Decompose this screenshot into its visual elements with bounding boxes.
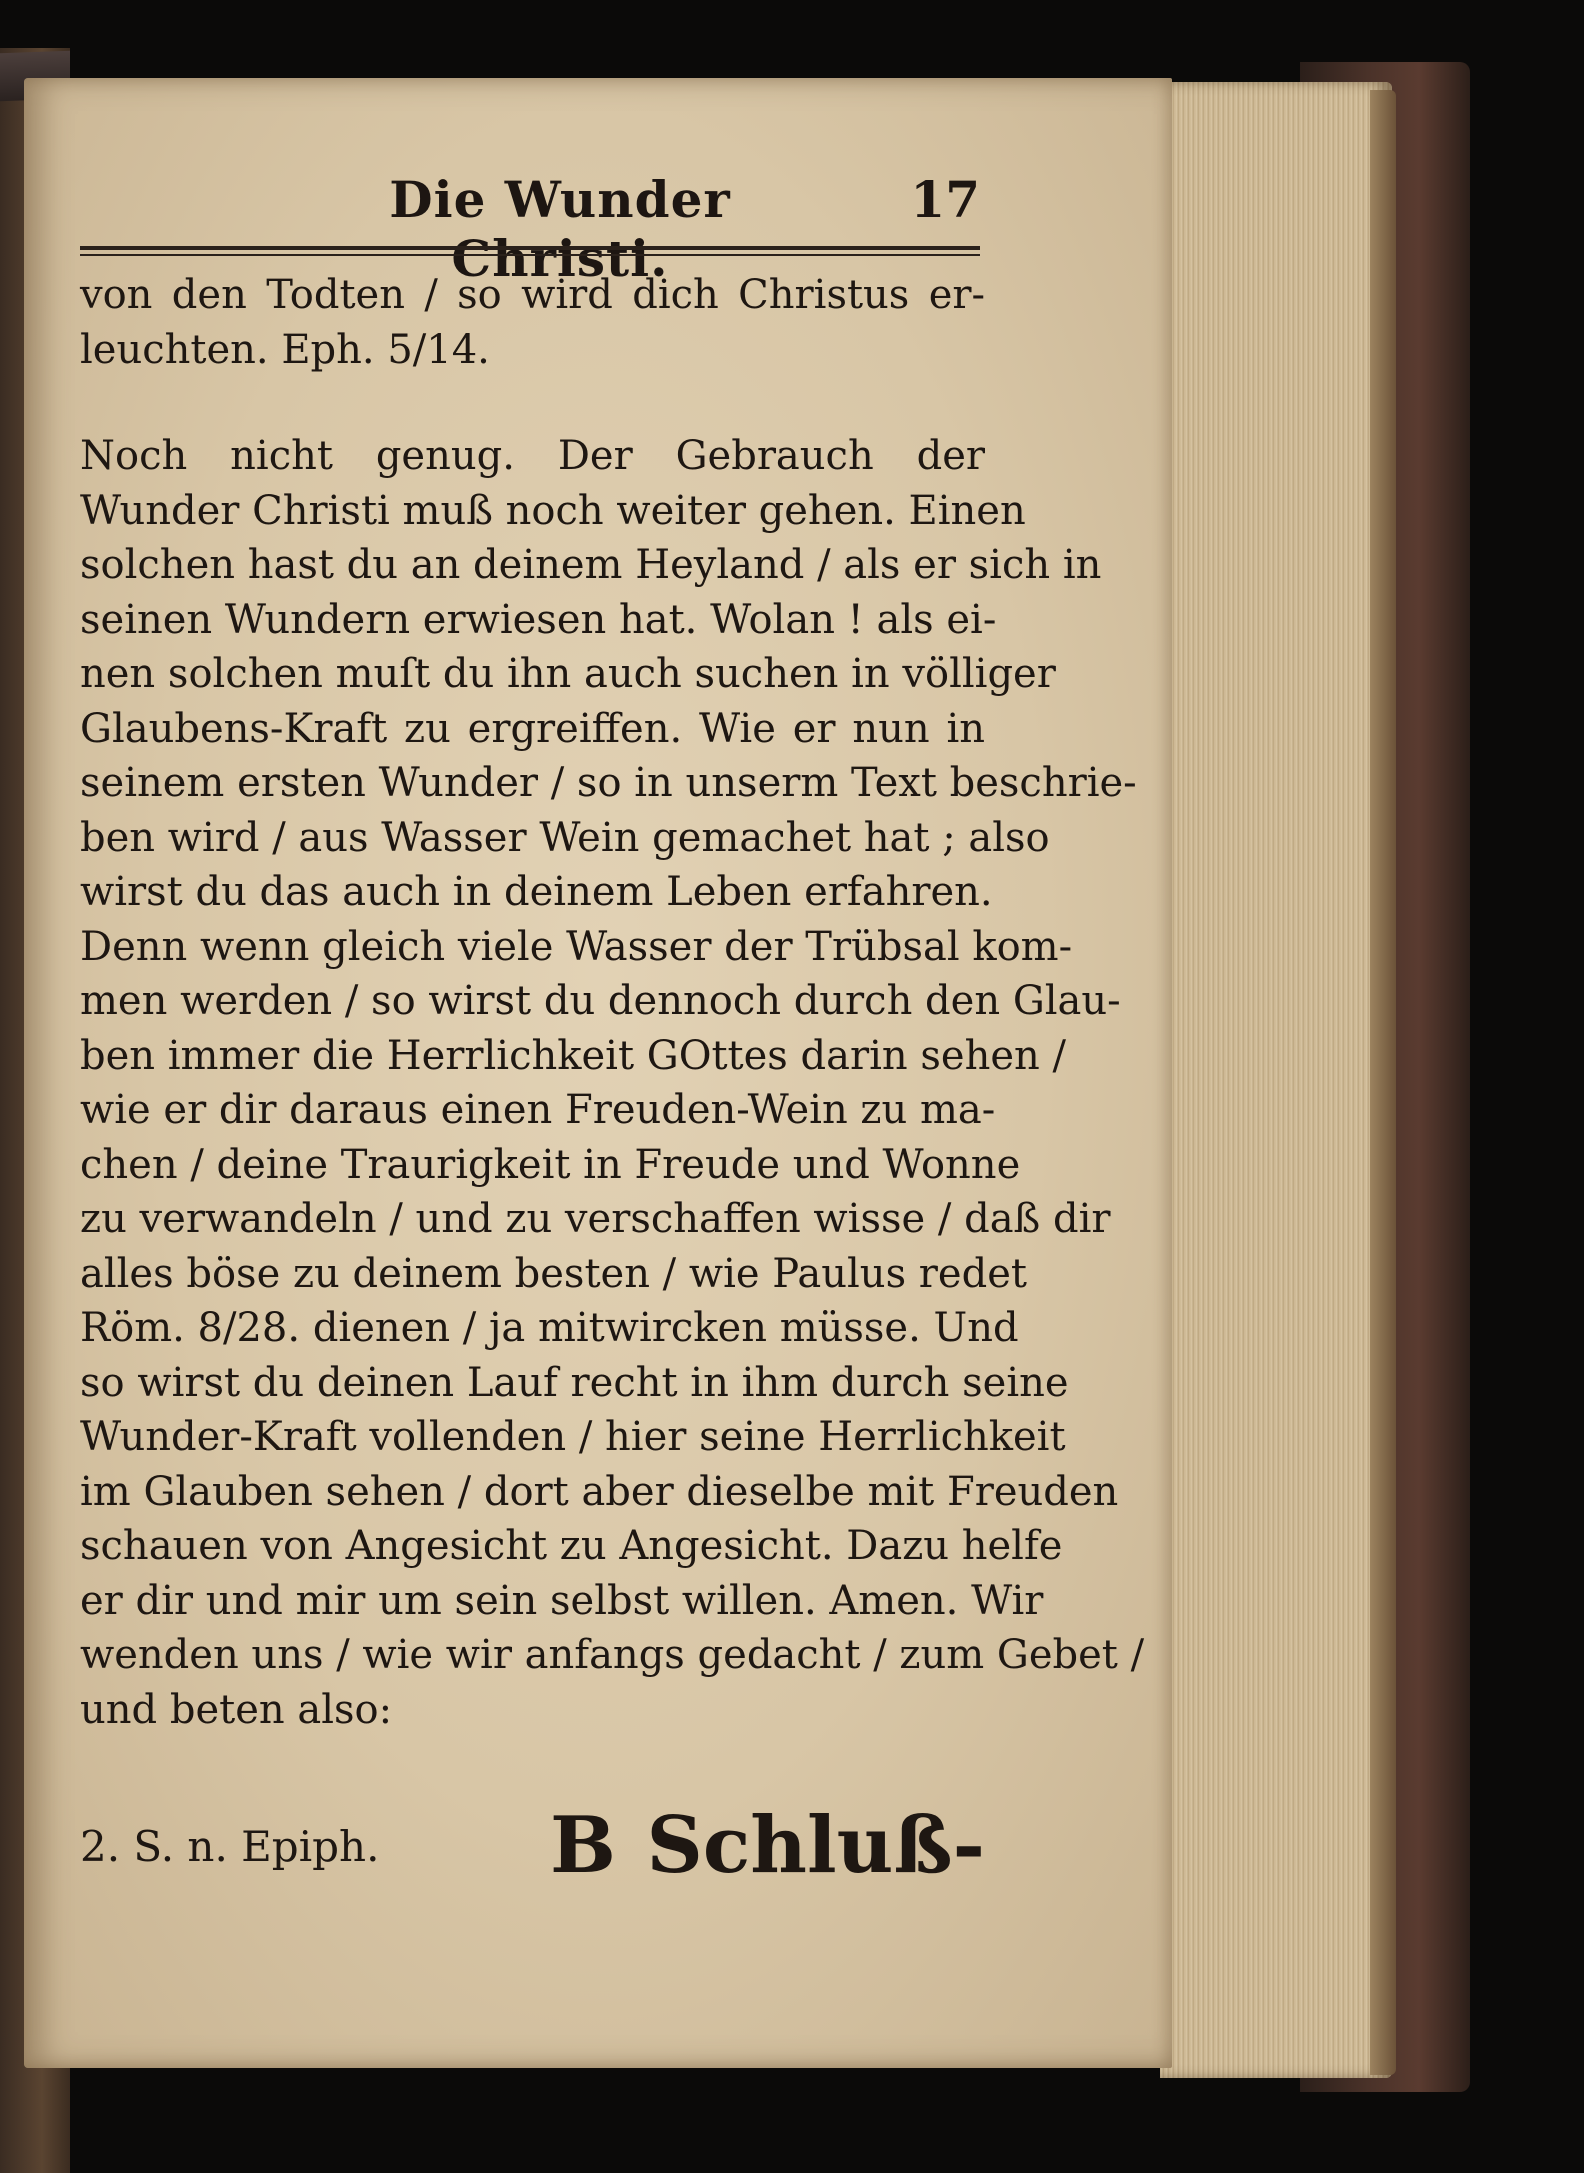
signature-mark: B [550, 1800, 616, 1891]
text-line: seinen Wundern erwiesen hat. Wolan ! als ei- [80, 596, 997, 643]
fore-edge-shadow [1370, 90, 1396, 2075]
text-line: Glaubens-Kraft zu ergreiffen. Wie er nun in [80, 705, 985, 752]
header-rule-thin [80, 254, 980, 256]
paragraph-gap [80, 377, 985, 429]
text-line: Wunder-Kraft vollenden / hier seine Herrlichkeit [80, 1414, 1066, 1460]
text-line: ben immer die Herrlichkeit GOttes darin sehen / [80, 1032, 1066, 1079]
text-line: seinem ersten Wunder / so in unserm Text beschrie- [80, 760, 1137, 806]
signature-note: 2. S. n. Epiph. [80, 1822, 380, 1871]
text-line: leuchten. Eph. 5/14. [80, 326, 490, 373]
text-line: Denn wenn gleich viele Wasser der Trübsal kom- [80, 923, 1073, 970]
text-line: Wunder Christi muß noch weiter gehen. Einen [80, 487, 1026, 534]
text-line: men werden / so wirst du dennoch durch den Glau- [80, 978, 1121, 1024]
text-line: im Glauben sehen / dort aber dieselbe mit Freuden [80, 1468, 1119, 1515]
text-line: wie er dir daraus einen Freuden-Wein zu ma- [80, 1087, 996, 1133]
text-line: ben wird / aus Wasser Wein gemachet hat ; also [80, 814, 1050, 861]
text-line: von den Todten / so wird dich Christus er- [80, 272, 985, 318]
text-line: er dir und mir um sein selbst willen. Amen. Wir [80, 1577, 1044, 1624]
header-rule [80, 246, 980, 250]
text-line: nen solchen muſt du ihn auch suchen in völliger [80, 651, 1056, 697]
page-footer [80, 1800, 985, 1890]
text-line: alles böse zu deinem besten / wie Paulus redet [80, 1250, 1027, 1297]
text-line: wenden uns / wie wir anfangs gedacht / zum Gebet / [80, 1632, 1145, 1678]
catchword: Schluß- [646, 1800, 985, 1891]
text-line: und beten also: [80, 1686, 393, 1733]
text-line: so wirst du deinen Lauf recht in ihm durch seine [80, 1359, 1069, 1406]
text-line: Röm. 8/28. dienen / ja mitwircken müsse. Und [80, 1305, 1019, 1351]
text-line: chen / deine Traurigkeit in Freude und Wonne [80, 1141, 1021, 1188]
text-line: schauen von Angesicht zu Angesicht. Dazu helfe [80, 1523, 1063, 1569]
page-fore-edge [1160, 82, 1392, 2078]
body-text [80, 268, 1145, 1737]
running-title: Die Wunder Christi. [389, 170, 731, 288]
text-line: Noch nicht genug. Der Gebrauch der [80, 433, 985, 479]
text-line: zu verwandeln / und zu verschaffen wisse / daß dir [80, 1196, 1111, 1242]
page-header [150, 170, 990, 288]
page-number: 17 [910, 170, 980, 229]
text-line: solchen hast du an deinem Heyland / als er sich in [80, 542, 1102, 588]
text-line: wirst du das auch in deinem Leben erfahren. [80, 869, 993, 915]
